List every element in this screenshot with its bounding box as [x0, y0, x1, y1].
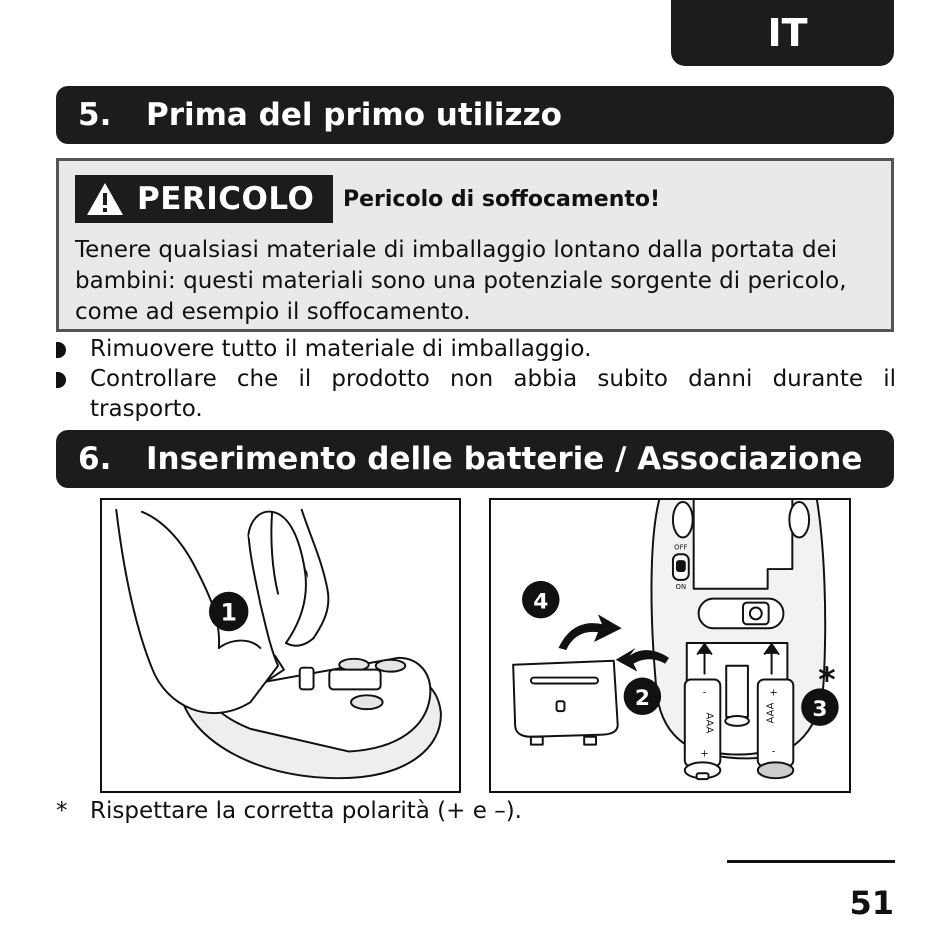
- warning-triangle-icon: [85, 181, 125, 217]
- section-5-heading: [56, 86, 894, 144]
- battery-left-minus: -: [702, 687, 707, 699]
- section-6-title: Inserimento delle batterie / Associazione: [146, 441, 863, 477]
- footnote-marker: *: [56, 798, 68, 824]
- footnote: [56, 798, 522, 824]
- section-6-number: 6.: [78, 441, 112, 477]
- danger-notice: [56, 158, 894, 332]
- bullet-text: Controllare che il prodotto non abbia subito danni durante il trasporto.: [90, 366, 896, 422]
- illustration-open-cover: [100, 498, 461, 793]
- page-number: 51: [849, 884, 894, 922]
- illustration-insert-batteries: [489, 498, 851, 793]
- battery-left-plus: +: [700, 748, 709, 760]
- danger-headline: Pericolo di soffocamento!: [343, 187, 661, 212]
- danger-badge: [75, 175, 333, 223]
- bullet-list: [56, 334, 896, 424]
- step-4-label: 4: [533, 589, 549, 615]
- battery-left-label: AAA: [703, 712, 715, 734]
- battery-right-label: AAA: [765, 702, 777, 724]
- step-2-label: 2: [634, 686, 650, 712]
- switch-off-label: OFF: [674, 543, 688, 552]
- list-item: [56, 334, 896, 364]
- footnote-text: Rispettare la corretta polarità (+ e –).: [90, 798, 522, 824]
- step-1-label: 1: [220, 598, 237, 627]
- battery-right-minus: -: [771, 746, 776, 758]
- danger-badge-label: PERICOLO: [137, 181, 315, 217]
- battery-right-plus: +: [769, 687, 778, 699]
- switch-on-label: ON: [675, 582, 687, 591]
- list-item: [56, 364, 896, 424]
- section-5-title: Prima del primo utilizzo: [146, 97, 562, 133]
- section-6-heading: [56, 430, 894, 488]
- page-number-rule: [727, 860, 895, 863]
- section-5-number: 5.: [78, 97, 112, 133]
- step-3-label: 3: [812, 697, 828, 723]
- language-tab: IT: [671, 0, 894, 66]
- danger-body: Tenere qualsiasi materiale di imballaggio lontano dalla portata dei bambini: questi materiali sono una potenziale sorgente di pericolo, come ad esempio il soffocamento.: [75, 237, 847, 325]
- bullet-text: Rimuovere tutto il materiale di imballaggio.: [90, 336, 592, 362]
- polarity-asterisk: *: [818, 660, 836, 700]
- bullet-marker-icon: [56, 372, 66, 388]
- mouse-underside-hand-illustration: [102, 500, 459, 791]
- battery-compartment-illustration: [491, 500, 849, 791]
- bullet-marker-icon: [56, 342, 66, 358]
